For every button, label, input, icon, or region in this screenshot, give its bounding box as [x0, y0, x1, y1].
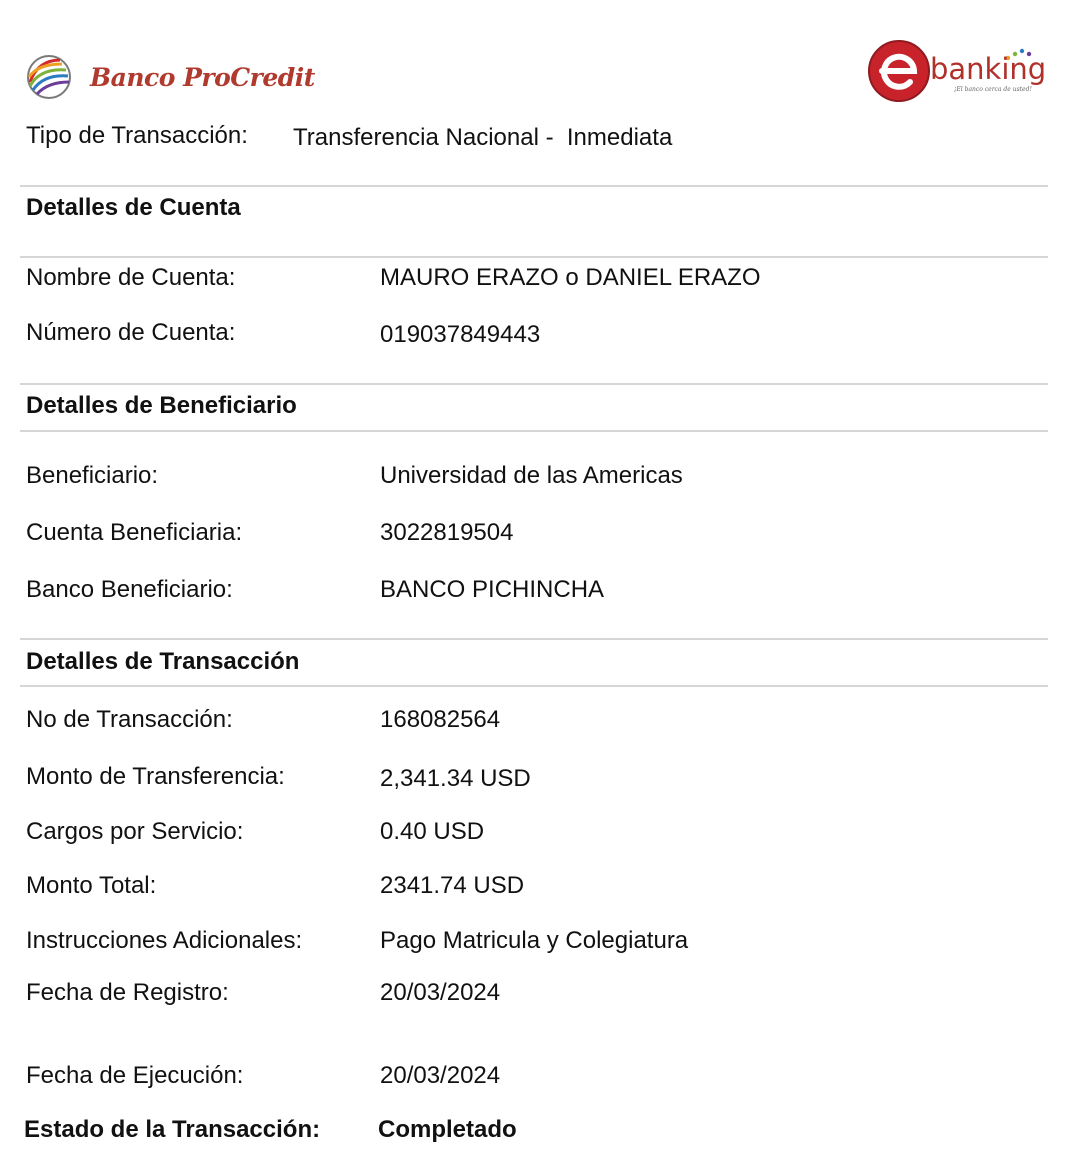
transaction-number-value: 168082564 [380, 706, 501, 733]
beneficiary-label: Beneficiario: [26, 462, 159, 489]
procredit-logo [24, 52, 315, 102]
section-divider [20, 638, 1048, 640]
transaction-status-label: Estado de la Transacción: [24, 1116, 321, 1143]
section-divider [20, 383, 1048, 385]
total-amount-value: 2341.74 USD [380, 872, 525, 899]
section-divider [20, 685, 1048, 687]
transaction-type-value: Transferencia Nacional - Inmediata [293, 124, 673, 151]
registration-date-value: 20/03/2024 [380, 979, 501, 1006]
transfer-amount-label: Monto de Transferencia: [26, 763, 285, 790]
account-name-label: Nombre de Cuenta: [26, 264, 236, 291]
transaction-number-label: No de Transacción: [26, 706, 233, 733]
account-name-value: MAURO ERAZO o DANIEL ERAZO [380, 264, 761, 291]
service-charge-value: 0.40 USD [380, 818, 485, 845]
section-divider [20, 430, 1048, 432]
ebanking-e-icon [866, 38, 932, 104]
execution-date-value: 20/03/2024 [380, 1062, 501, 1089]
additional-instructions-value: Pago Matricula y Colegiatura [380, 927, 689, 954]
section-divider [20, 185, 1048, 187]
ebanking-word: banking [930, 52, 1047, 86]
beneficiary-account-label: Cuenta Beneficiaria: [26, 519, 243, 546]
section-title-transaction: Detalles de Transacción [26, 648, 300, 675]
transaction-type-label: Tipo de Transacción: [26, 122, 248, 149]
total-amount-label: Monto Total: [26, 872, 157, 899]
bank-name: Banco ProCredit [90, 63, 315, 92]
section-title-account: Detalles de Cuenta [26, 194, 241, 221]
additional-instructions-label: Instrucciones Adicionales: [26, 927, 303, 954]
section-divider [20, 256, 1048, 258]
transfer-amount-value: 2,341.34 USD [380, 765, 531, 792]
beneficiary-bank-label: Banco Beneficiario: [26, 576, 233, 603]
procredit-swirl-icon [24, 52, 74, 102]
execution-date-label: Fecha de Ejecución: [26, 1062, 244, 1089]
registration-date-label: Fecha de Registro: [26, 979, 229, 1006]
account-number-value: 019037849443 [380, 321, 541, 348]
section-title-beneficiary: Detalles de Beneficiario [26, 392, 297, 419]
beneficiary-account-value: 3022819504 [380, 519, 514, 546]
beneficiary-bank-value: BANCO PICHINCHA [380, 576, 605, 603]
ebanking-logo [866, 36, 1047, 106]
transaction-status-value: Completado [378, 1116, 517, 1143]
service-charge-label: Cargos por Servicio: [26, 818, 244, 845]
account-number-label: Número de Cuenta: [26, 319, 236, 346]
ebanking-tagline: ¡El banco cerca de usted! [954, 86, 1032, 93]
beneficiary-value: Universidad de las Americas [380, 462, 683, 489]
